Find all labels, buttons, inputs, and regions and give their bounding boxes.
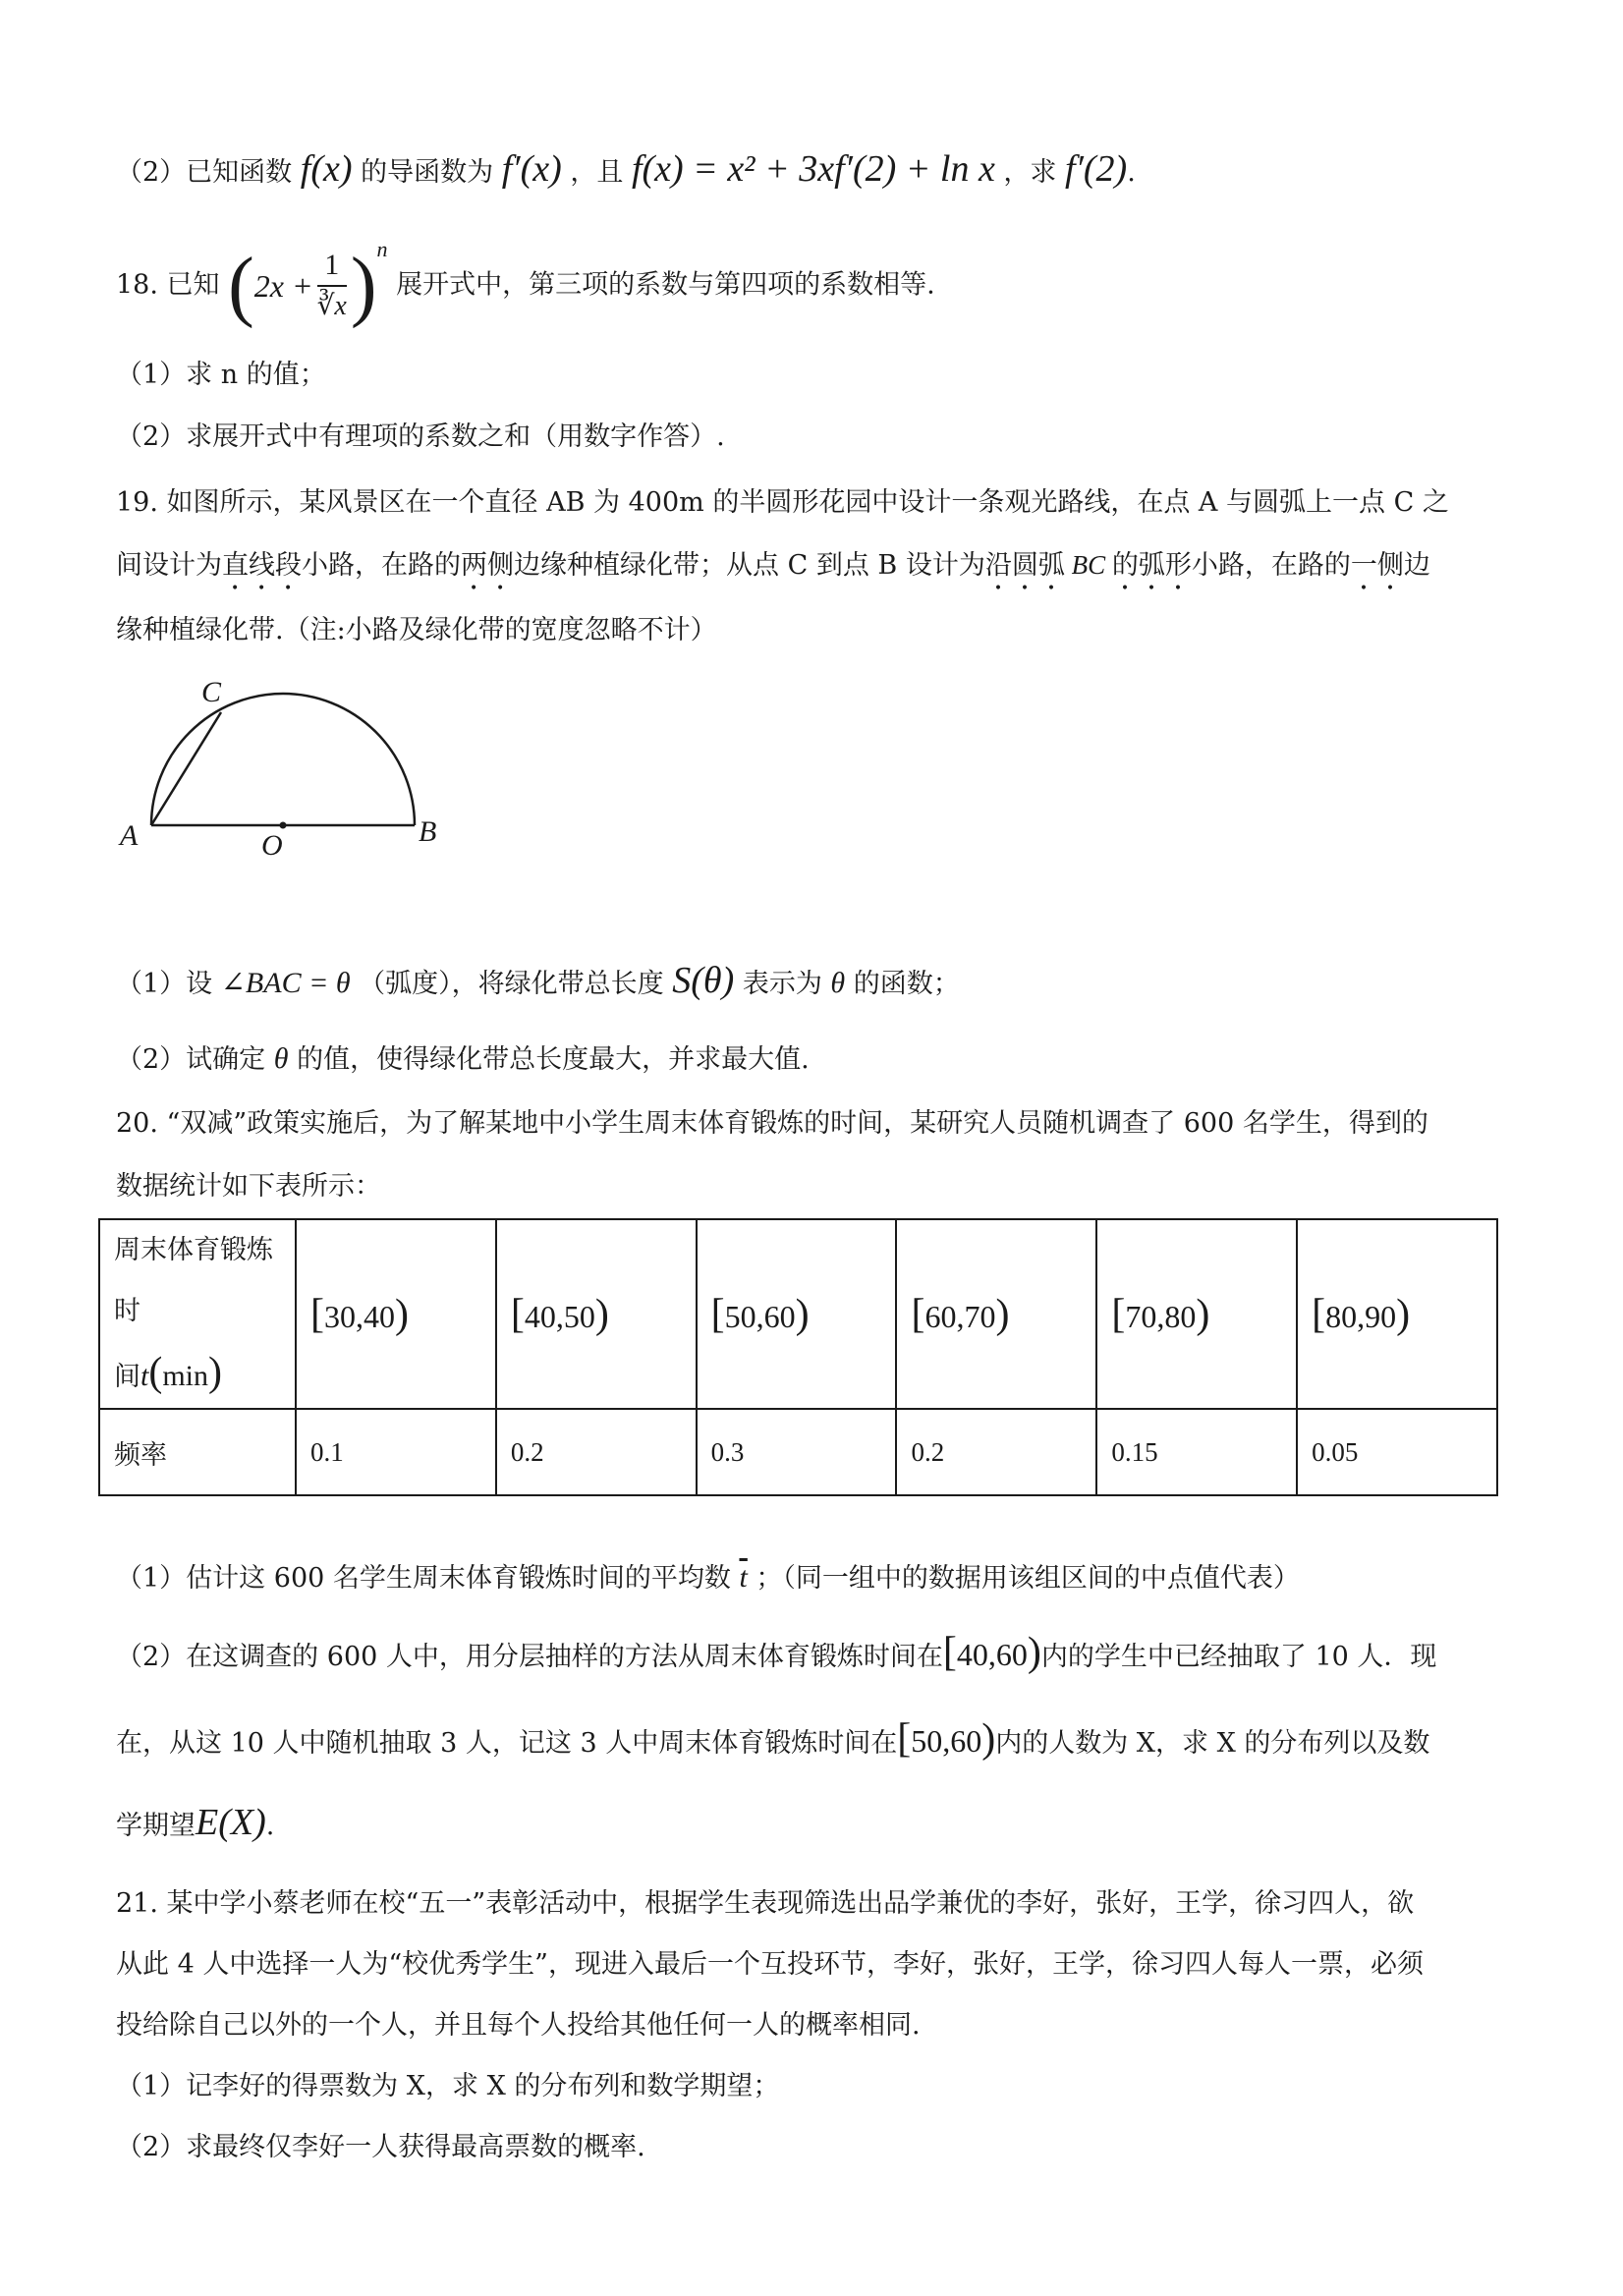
interval-open: [: [911, 1291, 925, 1337]
q21-line1: 21. 某中学小蔡老师在校“五一”表彰活动中，根据学生表现筛选出品学兼优的李好，张好，王学，徐习四人，欲: [116, 1888, 1415, 1919]
q19-l2-e: 小路，在路的: [1191, 550, 1351, 581]
frequency-cell: 0.1: [296, 1409, 496, 1495]
frequency-cell: 0.05: [1297, 1409, 1497, 1495]
center-point-o: [280, 822, 287, 829]
header-unit-open: (: [148, 1350, 163, 1395]
q19-line2: [116, 545, 1430, 596]
q20-part2-line1: [116, 1630, 1437, 1677]
q19-l2-dot1: 直线段: [222, 550, 302, 581]
label-c: C: [201, 676, 222, 708]
chord-ac: [151, 712, 221, 825]
interval-5: 70,80: [1125, 1298, 1197, 1334]
q21-line2: 从此 4 人中选择一人为“校优秀学生”，现进入最后一个互投环节，李好，张好，王学，徐习四人每人一票，必须: [116, 1949, 1424, 1980]
table-cell: [1096, 1219, 1297, 1409]
interval-close: ): [1027, 1630, 1041, 1675]
q20-part2-line3: [116, 1803, 274, 1846]
q19-p1-a: （1）设: [116, 969, 213, 999]
label-o: O: [261, 829, 283, 862]
q19-l2-f: 边: [1403, 550, 1430, 581]
q19-l2-b: 小路，在路的: [302, 550, 461, 581]
q17-end: .: [1127, 157, 1136, 188]
label-b: B: [419, 815, 437, 848]
q20-p2-l2-a: 在，从这 10 人中随机抽取 3 人，记这 3 人中周末体育锻炼时间在: [116, 1728, 898, 1759]
label-a: A: [120, 819, 139, 852]
interval-open: [: [1111, 1291, 1126, 1337]
q19-l2-dot4: 的弧形: [1111, 550, 1192, 581]
interval-1: 30,40: [324, 1298, 395, 1334]
interval-close: ): [1396, 1291, 1411, 1337]
q19-p1-theta: θ: [830, 967, 846, 999]
q20-p2-l1-b: 内的学生中已经抽取了 10 人．现: [1040, 1642, 1437, 1672]
interval-2: 40,50: [524, 1298, 595, 1334]
q19-line1: 19. 如图所示，某风景区在一个直径 AB 为 400m 的半圆形花园中设计一条观光路线，在点 A 与圆弧上一点 C 之: [116, 487, 1449, 518]
q18-text: 展开式中，第三项的系数与第四项的系数相等.: [396, 269, 935, 301]
frequency-cell: 0.15: [1096, 1409, 1297, 1495]
q19-part1: [116, 961, 960, 1004]
interval-open: [: [710, 1291, 725, 1337]
interval-close: ): [1196, 1291, 1210, 1337]
interval-open: [: [942, 1630, 957, 1675]
table-cell: [496, 1219, 697, 1409]
q20-p2-l2-b: 内的人数为 X，求 X 的分布列以及数: [995, 1728, 1430, 1759]
q19-p1-s: S(θ): [672, 960, 735, 1001]
q20-line2: 数据统计如下表所示：: [116, 1171, 381, 1202]
q19-p2-theta: θ: [273, 1042, 289, 1075]
q20-interval1: 40,60: [956, 1637, 1028, 1672]
table-header-row: [99, 1219, 1497, 1409]
q17-fpx: f′(x): [501, 148, 562, 190]
q17-part2-prefix: （2）已知函数: [116, 157, 293, 188]
table-cell: [296, 1219, 496, 1409]
interval-close: ): [981, 1716, 996, 1762]
interval-3: 50,60: [724, 1298, 796, 1334]
q19-l2-dot3: 沿圆弧: [984, 550, 1065, 581]
interval-6: 80,90: [1325, 1298, 1397, 1334]
left-paren: (: [228, 243, 254, 329]
interval-open: [: [510, 1291, 525, 1337]
q18-part1: （1）求 n 的值；: [116, 360, 326, 390]
semicircle-figure: [108, 668, 462, 874]
q19-p1-b: （弧度），将绿化带总长度: [359, 969, 664, 999]
header-unit: min: [162, 1360, 209, 1392]
q19-line3: 缘种植绿化带.（注:小路及绿化带的宽度忽略不计）: [116, 615, 717, 645]
interval-open: [: [1312, 1291, 1326, 1337]
interval-open: [: [310, 1291, 324, 1337]
q18-fraction: [317, 246, 347, 326]
q18-frac-num: 1: [317, 246, 347, 287]
q20-ex: E(X): [196, 1802, 266, 1843]
frequency-table: [98, 1218, 1498, 1496]
header-label-cell: [99, 1219, 296, 1409]
q17-target: f′(2): [1065, 148, 1128, 190]
frequency-cell: 0.2: [896, 1409, 1096, 1495]
q19-l2-d: BC: [1064, 550, 1112, 580]
q20-part1: [116, 1558, 1300, 1598]
q18-expr-left: 2x +: [253, 268, 313, 304]
q21-part2: （2）求最终仅李好一人获得最高票数的概率.: [116, 2132, 645, 2162]
q18-frac-den: ∛x: [316, 291, 347, 321]
q20-p2-l3-a: 学期望: [116, 1811, 196, 1841]
header-var: t: [140, 1360, 149, 1392]
q20-p1-a: （1）估计这 600 名学生周末体育锻炼时间的平均数: [116, 1563, 731, 1594]
q20-p1-var: $\overline{t}$: [739, 1561, 748, 1594]
right-paren: ): [350, 243, 377, 329]
interval-close: ): [995, 1291, 1010, 1337]
q20-p2-l3-b: .: [265, 1811, 275, 1841]
frequency-cell: 0.3: [697, 1409, 897, 1495]
interval-close: ): [795, 1291, 810, 1337]
q20-interval2: 50,60: [911, 1723, 982, 1759]
q18-number: 18. 已知: [116, 269, 220, 301]
table-cell: [697, 1219, 897, 1409]
q19-l2-a: 间设计为: [116, 550, 222, 581]
q19-p1-d: 的函数；: [853, 969, 960, 999]
header-unit-close: ): [208, 1350, 223, 1395]
header-label-2: 间: [114, 1362, 140, 1392]
q21-part1: （1）记李好的得票数为 X，求 X 的分布列和数学期望；: [116, 2071, 780, 2101]
frequency-cell: 0.2: [496, 1409, 697, 1495]
q18-part2: （2）求展开式中有理项的系数之和（用数字作答）.: [116, 421, 725, 452]
q19-p1-c: 表示为: [742, 969, 822, 999]
q19-p2-a: （2）试确定: [116, 1044, 266, 1075]
interval-close: ): [594, 1291, 609, 1337]
interval-open: [: [897, 1716, 912, 1762]
q18-exponent: n: [376, 236, 388, 261]
q20-p2-l1-a: （2）在这调查的 600 人中，用分层抽样的方法从周末体育锻炼时间在: [116, 1642, 943, 1672]
table-row: [99, 1409, 1497, 1495]
q17-mid1: 的导函数为: [361, 157, 494, 188]
q19-p1-expr: ∠BAC = θ: [220, 967, 351, 999]
table-cell: [896, 1219, 1096, 1409]
q17-part2: [116, 149, 1136, 193]
q17-equation: f(x) = x² + 3xf′(2) + ln x: [631, 148, 995, 190]
table-cell: [1297, 1219, 1497, 1409]
q19-l2-c: 边缘种植绿化带；从点 C 到点 B 设计为: [514, 550, 985, 581]
interval-4: 60,70: [924, 1298, 996, 1334]
header-label-1: 周末体育锻炼时: [114, 1235, 273, 1326]
q17-mid3: ，求: [1003, 157, 1057, 188]
q20-p1-b: ；（同一组中的数据用该组区间的中点值代表）: [756, 1563, 1300, 1594]
q21-line3: 投给除自己以外的一个人，并且每个人投给其他任何一人的概率相同.: [116, 2010, 921, 2041]
interval-close: ): [395, 1291, 409, 1337]
q19-l2-dot2: 两侧: [461, 550, 514, 581]
q19-part2: [116, 1039, 810, 1080]
q19-l2-dot5: 一侧: [1350, 550, 1404, 581]
q20-part2-line2: [116, 1716, 1430, 1764]
q19-p2-b: 的值，使得绿化带总长度最大，并求最大值.: [297, 1044, 810, 1075]
q20-line1: 20. “双减”政策实施后，为了解某地中小学生周末体育锻炼的时间，某研究人员随机调查了 600 名学生，得到的: [116, 1108, 1428, 1139]
q17-mid2: ，且: [570, 157, 624, 188]
q17-fx: f(x): [300, 148, 353, 190]
q18-statement: [116, 236, 935, 329]
row-label-cell: 频率: [99, 1409, 296, 1495]
